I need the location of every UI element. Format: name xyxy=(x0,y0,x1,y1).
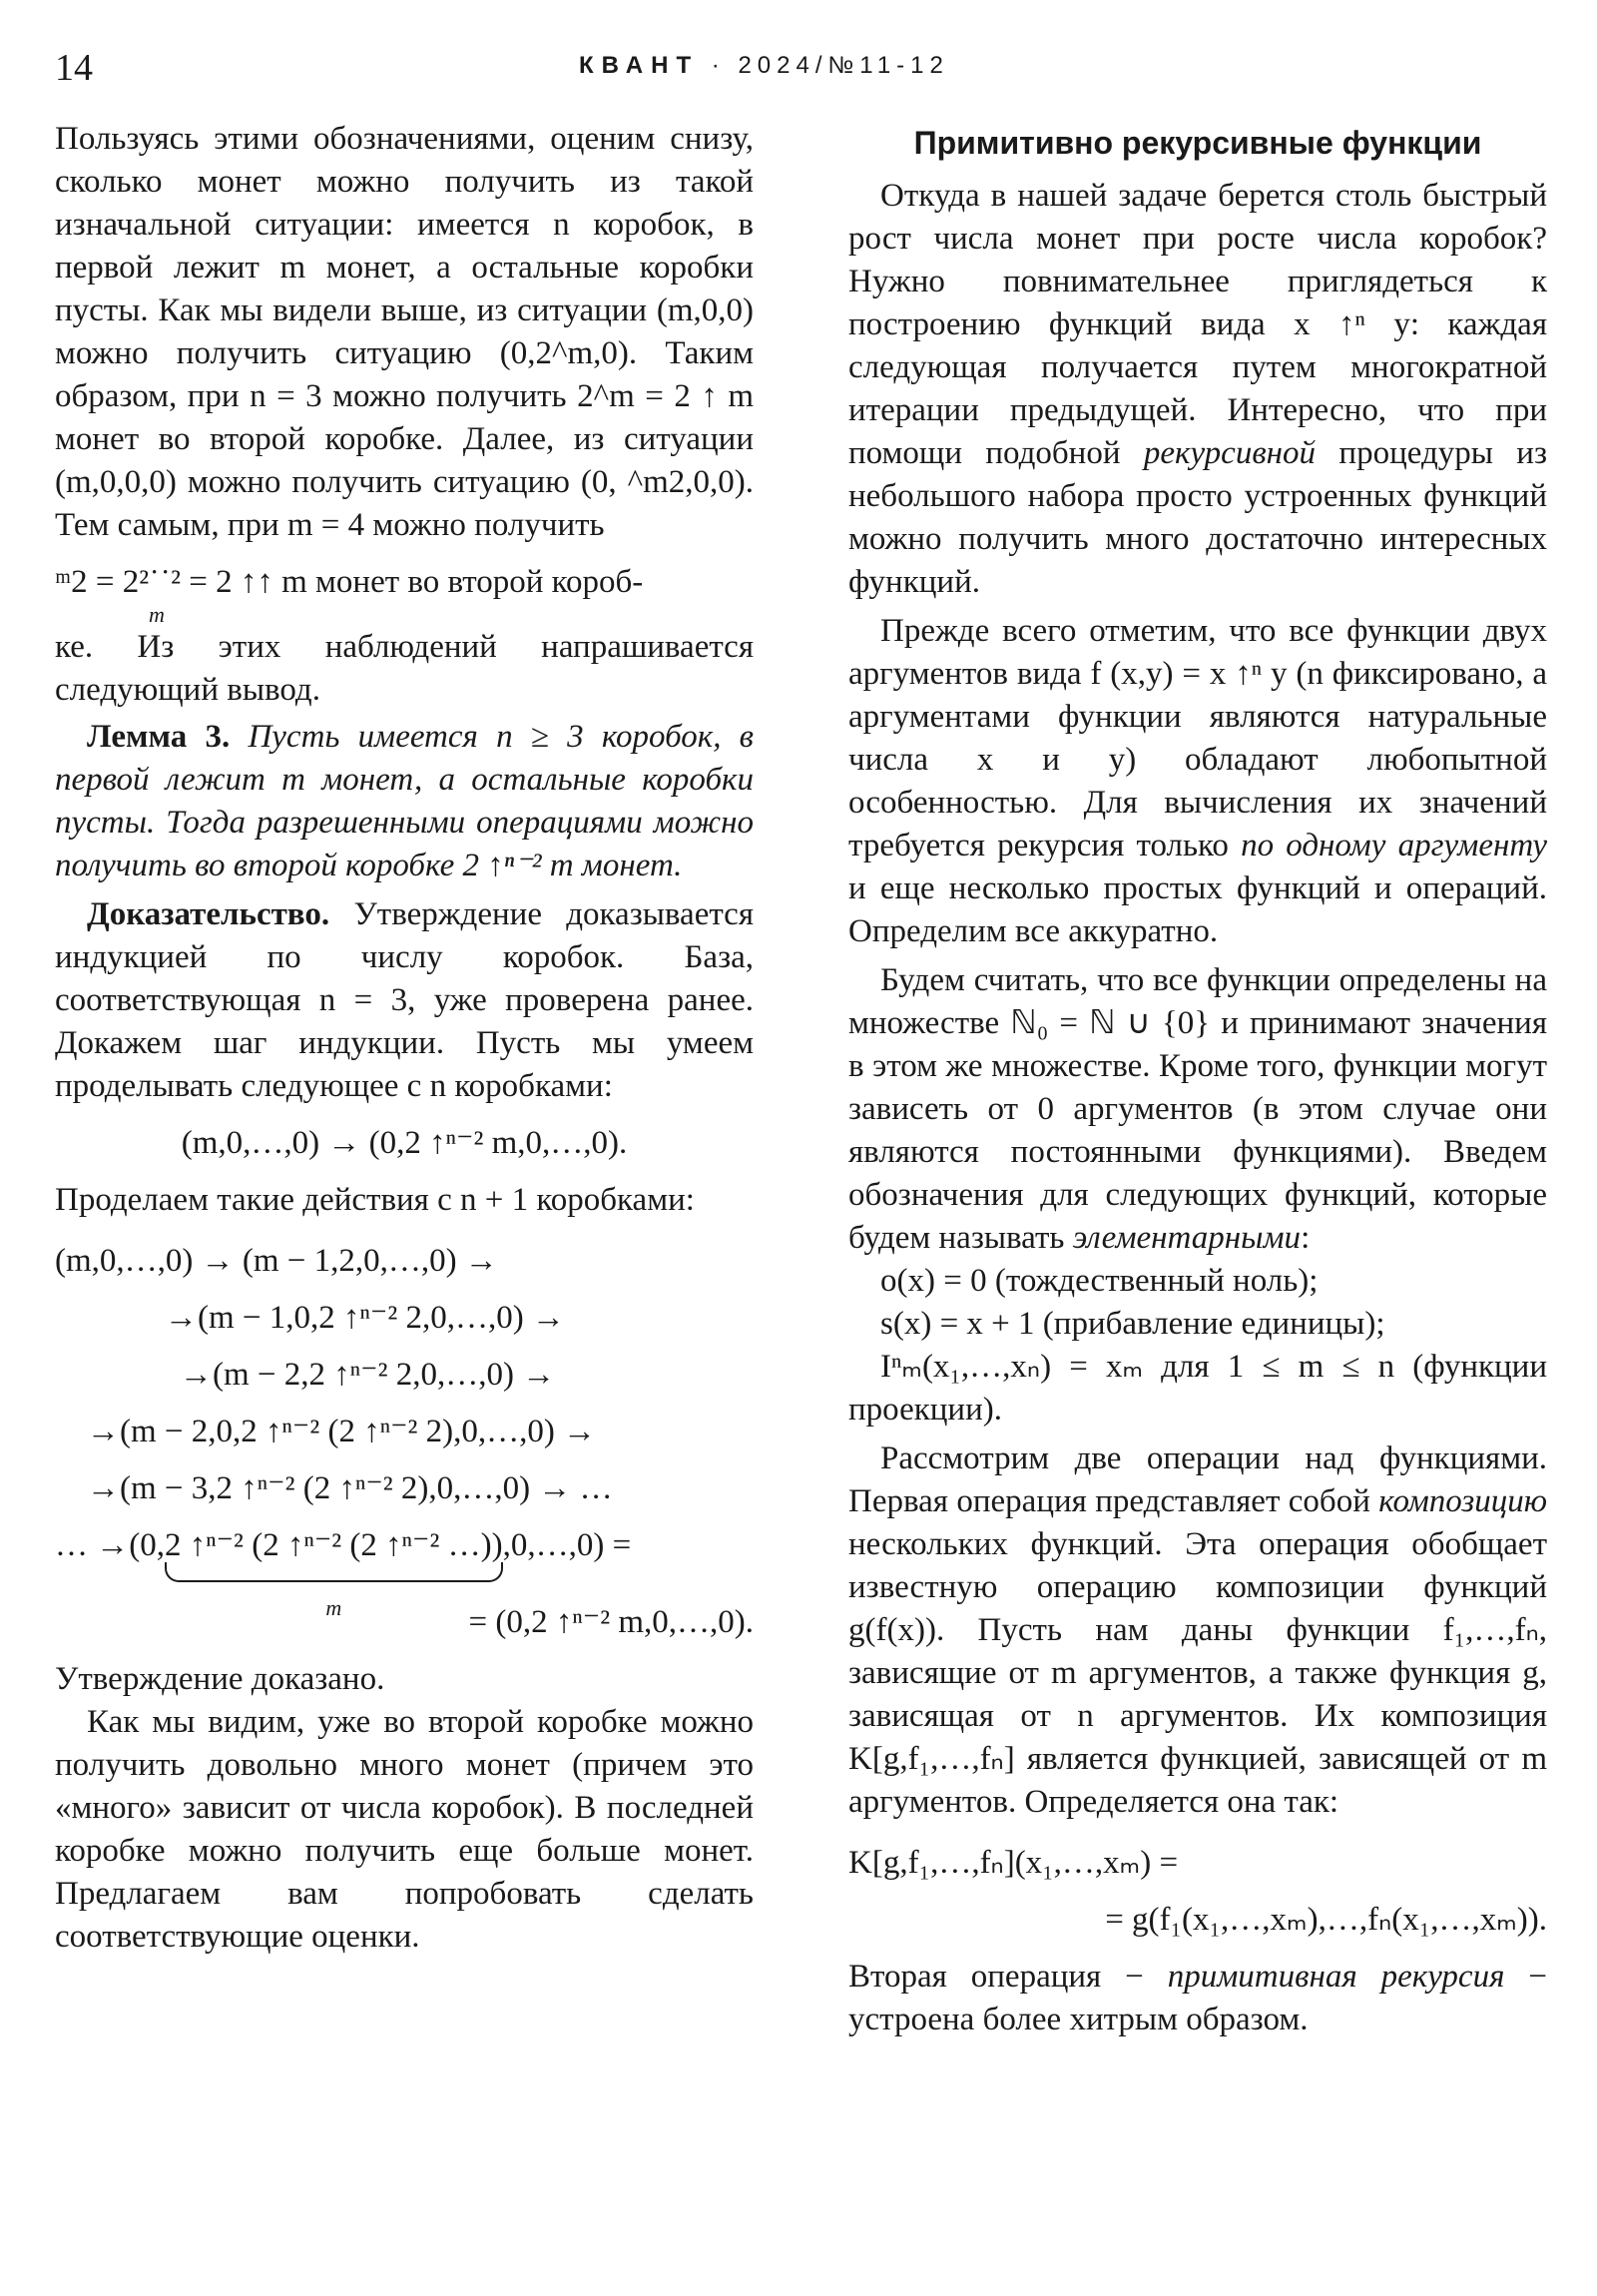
formula-step-6-end: ,0,…,0) = xyxy=(502,1527,632,1563)
page-header xyxy=(0,38,1597,98)
formula-step-6-brace: 2 ↑ⁿ⁻² (2 ↑ⁿ⁻² (2 ↑ⁿ⁻² …)) m xyxy=(165,1524,503,1567)
paragraph-domain: Будем считать, что все функции определены на множестве ℕ₀ = ℕ ∪ {0} и принимают значения в этом же множестве. Кроме того, функции могут зависеть от 0 аргументов (в этом случае они являются постоянными функциями). Введем обозначения для следующих функций, которые будем называть элементарными: xyxy=(848,962,1547,1256)
header-separator: · xyxy=(711,52,726,79)
lemma-statement: Пусть имеется n ≥ 3 коробок, в первой лежит m монет, а остальные коробки пусты. Тогда разрешенными операциями можно получить во второй коробке 2 ↑ⁿ⁻² m монет. xyxy=(55,719,754,883)
left-column xyxy=(55,118,754,1959)
emph-primitive-recursion: примитивная рекурсия xyxy=(1167,1959,1505,1995)
proof-title: Доказательство. xyxy=(87,896,330,932)
proof xyxy=(55,893,754,1108)
formula-tower xyxy=(55,561,754,604)
right-column xyxy=(848,118,1547,2041)
formula-step-4: →(m − 2,0,2 ↑ⁿ⁻² (2 ↑ⁿ⁻² 2),0,…,0) → xyxy=(87,1414,597,1449)
proof-body: Утверждение доказывается индукцией по числу коробок. База, соответствующая n = 3, уже проверена ранее. Докажем шаг индукции. Пусть мы умеем проделывать следующее с n коробками: xyxy=(55,896,755,1104)
lemma-title: Лемма 3. xyxy=(87,719,231,755)
formula-step-6 xyxy=(55,1524,754,1620)
brace-label: m xyxy=(325,1595,342,1620)
paragraph-step: Проделаем такие действия с n + 1 коробками: xyxy=(55,1182,695,1218)
paragraph-intro: Пользуясь этими обозначениями, оценим снизу, сколько монет можно получить из такой изначальной ситуации: имеется n коробок, в первой лежит m монет, а остальные коробки пусты. Как мы видели выше, из ситуации (m,0,0) можно получить ситуацию (0,2^m,0). Таким образом, при n = 3 можно получить 2^m = 2 ↑ m монет во второй коробке. Далее, из ситуации (m,0,0,0) можно получить ситуацию (0, ^m2,0,0). Тем самым, при m = 4 можно получить xyxy=(55,121,754,543)
formula-step-6-start: … →(0, xyxy=(55,1527,165,1563)
formula-step-5: →(m − 3,2 ↑ⁿ⁻² (2 ↑ⁿ⁻² 2),0,…,0) → … xyxy=(87,1470,613,1506)
emph-recursive: рекурсивной xyxy=(1143,435,1317,471)
journal-name: КВАНТ xyxy=(579,52,700,79)
paragraph-recursion: Вторая операция − примитивная рекурсия − устроена более хитрым образом. xyxy=(848,1959,1547,2037)
formula-step-1: (m,0,…,0) → (m − 1,2,0,…,0) → xyxy=(55,1243,498,1279)
formula-composition-1: K[g,f₁,…,fₙ](x₁,…,xₘ) = xyxy=(848,1845,1179,1881)
issue-number: 2024/№11-12 xyxy=(738,52,949,79)
paragraph-growth: Откуда в нашей задаче берется столь быстрый рост числа монет при росте числа коробок? Нужно повнимательнее приглядеться к построению функций вида x ↑ⁿ y: каждая следующая получается путем многократной итерации предыдущей. Интересно, что при помощи подобной рекурсивной процедуры из небольшого набора просто устроенных функций можно получить много достаточно интересных функций. xyxy=(848,178,1547,600)
emph-composition: композицию xyxy=(1378,1483,1547,1519)
emph-elementary: элементарными xyxy=(1072,1220,1302,1256)
paragraph-intro-end: ке. Из этих наблюдений напрашивается следующий вывод. xyxy=(55,629,754,708)
proof-end: Утверждение доказано. xyxy=(55,1661,385,1697)
emph-one-argument: по одному аргументу xyxy=(1241,828,1548,863)
formula-composition-2: = g(f₁(x₁,…,xₘ),…,fₙ(x₁,…,xₘ)). xyxy=(1105,1902,1547,1938)
tower-brace: ᵐ2 = 2²˙˙² = 2 ↑↑ m монет во второй короб- xyxy=(55,564,644,600)
page-number: 14 xyxy=(55,47,93,89)
formula-step-7: = (0,2 ↑ⁿ⁻² m,0,…,0). xyxy=(468,1604,754,1640)
paragraph-conclusion: Как мы видим, уже во второй коробке можно получить довольно много монет (причем это «много» зависит от числа коробок). В последней коробке можно получить еще больше монет. Предлагаем вам попробовать сделать соответствующие оценки. xyxy=(55,1704,754,1955)
def-zero: o(x) = 0 (тождественный ноль); xyxy=(880,1263,1319,1299)
formula-tower-label: m xyxy=(149,602,165,627)
def-successor: s(x) = x + 1 (прибавление единицы); xyxy=(880,1306,1385,1342)
section-heading: Примитивно рекурсивные функции xyxy=(913,125,1482,161)
running-head xyxy=(579,52,949,80)
formula-induction-hypothesis: (m,0,…,0) → (0,2 ↑ⁿ⁻² m,0,…,0). xyxy=(181,1125,628,1161)
formula-step-2: →(m − 1,0,2 ↑ⁿ⁻² 2,0,…,0) → xyxy=(165,1300,565,1336)
lemma-3 xyxy=(55,716,754,887)
def-projection: Iⁿₘ(x₁,…,xₙ) = xₘ для 1 ≤ m ≤ n (функции проекции). xyxy=(848,1349,1547,1428)
formula-step-3: →(m − 2,2 ↑ⁿ⁻² 2,0,…,0) → xyxy=(180,1357,556,1393)
paragraph-functions: Прежде всего отметим, что все функции двух аргументов вида f (x,y) = x ↑ⁿ y (n фиксировано, а аргументами функции являются натуральные числа x и y) обладают любопытной особенностью. Для вычисления их значений требуется рекурсия только по одному аргументу и еще несколько простых функций и операций. Определим все аккуратно. xyxy=(848,613,1548,949)
paragraph-composition: Рассмотрим две операции над функциями. Первая операция представляет собой композицию нескольких функций. Эта операция обобщает известную операцию композиции функций g(f(x)). Пусть нам даны функции f₁,…,fₙ, зависящие от m аргументов, а также функция g, зависящая от n аргументов. Их композиция K[g,f₁,…,fₙ] является функцией, зависящей от m аргументов. Определяется она так: xyxy=(848,1440,1547,1820)
